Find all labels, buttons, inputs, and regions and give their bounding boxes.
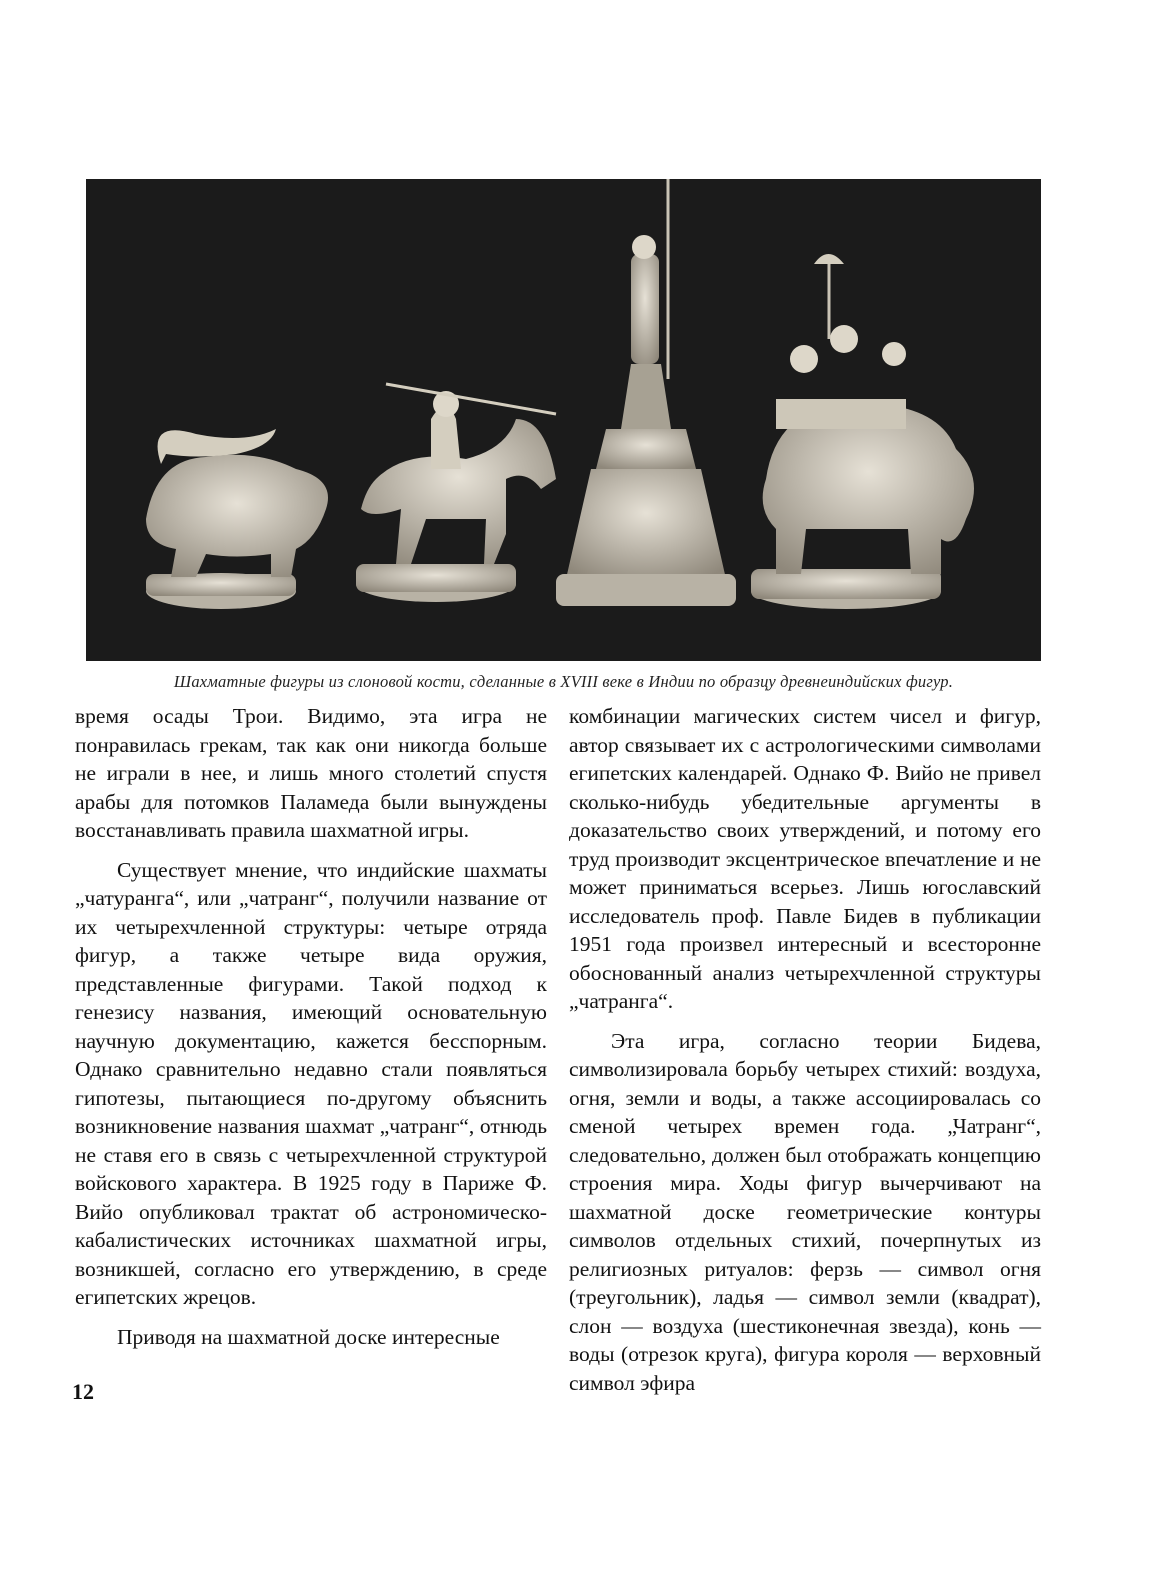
paragraph: время осады Трои. Видимо, эта игра не понравилась грекам, так как они никогда больше не играли в нее, и лишь много столетий спустя арабы для потомков Паламеда были вынуждены восстанавливать правила шахматной игры. — [75, 704, 547, 842]
chess-figures-photo — [86, 179, 1041, 661]
right-text-column — [569, 702, 1041, 1397]
paragraph: Эта игра, согласно теории Бидева, символизировала борьбу четырех стихий: воздуха, огня, земли и воды, а также ассоциировалась со сменой четырех времен года. „Чатранг“, следовательно, должен был отображать концепцию строения мира. Ходы фигур вычерчивают на шахматной доске геометрические контуры символов отдельных стихий, почерпнутых из религиозных ритуалов: ферзь — символ огня (треугольник), ладья — символ земли (квадрат), слон — воздуха (шестиконечная звезда), конь — воды (отрезок круга), фигура короля — верховный символ эфира — [569, 1028, 1041, 1395]
paragraph: Приводя на шахматной доске интересные — [117, 1324, 500, 1349]
paragraph: комбинации магических систем чисел и фигур, автор связывает их с астрологическими символами египетских календарей. Однако Ф. Вийо не привел сколько-нибудь убедительные аргументы в доказательство своих утверждений, и потому его труд производит эксцентрическое впечатление и не может приниматься всерьез. Лишь югославский исследователь проф. Павле Бидев в публикации 1951 года произвел интересный и всесторонне обоснованный анализ четырехчленной структуры „чатранга“. — [569, 704, 1041, 1013]
ivory-chess-pieces-image — [86, 179, 1041, 661]
figure-caption: Шахматные фигуры из слоновой кости, сделанные в XVIII веке в Индии по образцу древнеиндийских фигур. — [173, 672, 954, 691]
page-number: 12 — [72, 1379, 94, 1404]
paragraph: Существует мнение, что индийские шахматы „чатуранга“, или „чатранг“, получили название от их четырехчленной структуры: четыре отряда фигур, а также четыре вида оружия, представленные фигурами. Такой подход к генезису названия, имеющий основательную научную документацию, кажется бесспорным. Однако сравнительно недавно стали появляться гипотезы, пытающиеся по-другому объяснить возникновение названия шахмат „чатранг“, отнюдь не ставя его в связь с четырехчленной структурой войскового характера. В 1925 году в Париже Ф. Вийо опубликовал трактат об астрономическо-кабалистических источниках шахматной игры, возникшей, согласно его утверждению, в среде египетских жрецов. — [75, 857, 547, 1309]
left-text-column — [75, 702, 547, 1351]
